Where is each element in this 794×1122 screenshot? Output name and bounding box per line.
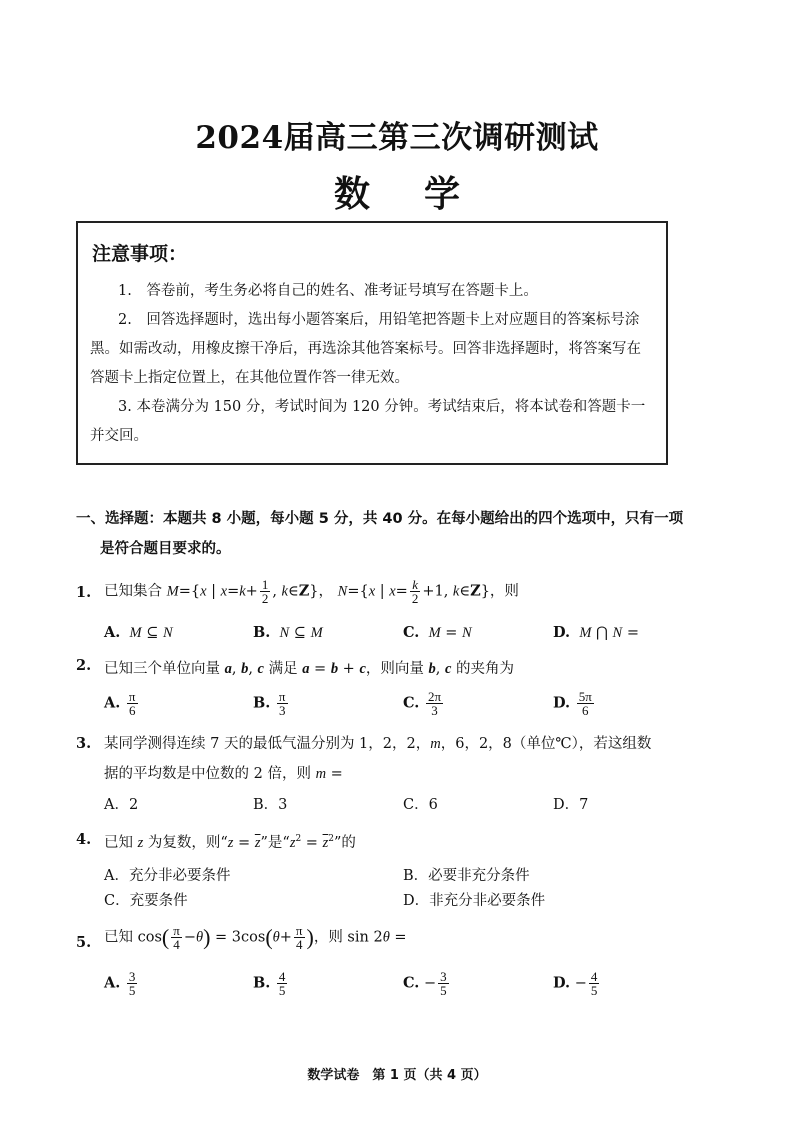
notice-item-2: 2. 回答选择题时，选出每小题答案后，用铅笔把答题卡上对应题目的答案标号涂 黑。如需改动，用橡皮擦干净后，再选涂其他答案标号。回答非选择题时，将答案写在 答题卡上指定位置上，在其他位置作答一律无效。 xyxy=(90,312,641,386)
question-number: 2. xyxy=(76,657,92,674)
question-text: 已知三个单位向量 a, b, c 满足 a = b + c，则向量 b, c 的夹角为 xyxy=(104,661,515,677)
question-text: 已知 cos( $\frac{\pi}{4}$ −θ) = 3cos(θ+ $\frac{\pi}{4}$ )，则 sin 2θ = xyxy=(104,923,407,952)
option-c[interactable]: C．充要条件 xyxy=(104,893,188,909)
section-heading: 一、选择题：本题共 8 小题，每小题 5 分，共 40 分。在每小题给出的四个选项中，只有一项 是符合题目要求的。 xyxy=(76,511,684,557)
option-c[interactable]: C．6 xyxy=(403,797,438,813)
option-a[interactable]: A. $\frac{3}{5}$ xyxy=(104,969,136,998)
question-number: 3. xyxy=(76,735,92,752)
option-d[interactable]: D．非充分非必要条件 xyxy=(403,893,546,909)
option-a[interactable]: A．2 xyxy=(104,797,139,813)
subject-title: 数学 xyxy=(333,173,514,215)
question-text: 已知集合 M={x | x=k+ $\frac{1}{2}$ , k∈Z}， N={x | x= $\frac{k}{2}$ +1, k∈Z}，则 xyxy=(104,577,519,606)
option-d[interactable]: D. M ⋂ N = xyxy=(553,624,639,641)
option-b[interactable]: B. N ⊆ M xyxy=(253,624,323,641)
question-number: 4. xyxy=(76,831,92,848)
page-footer: 数学试卷 第 1 页（共 4 页） xyxy=(307,1068,487,1083)
option-b[interactable]: B. $\frac{\pi}{3}$ xyxy=(253,689,286,718)
notice-item-1: 1. 答卷前，考生务必将自己的姓名、准考证号填写在答题卡上。 xyxy=(118,283,538,299)
question-number: 5. xyxy=(76,934,92,951)
option-b[interactable]: B．必要非充分条件 xyxy=(403,868,530,884)
question-text: 已知 z 为复数，则“$z = \overline{z}$”是“$z^2 = \overline{z}^2$”的 xyxy=(104,834,356,851)
notice-item-3: 3. 本卷满分为 150 分，考试时间为 120 分钟。考试结束后，将本试卷和答题卡一 并交回。 xyxy=(90,399,646,444)
notice-heading: 注意事项： xyxy=(92,243,188,265)
page-title: 2024届高三第三次调研测试 xyxy=(195,120,599,156)
option-c[interactable]: C. $\frac{2\pi}{3}$ xyxy=(403,689,442,718)
question-number: 1. xyxy=(76,584,92,601)
option-b[interactable]: B. $\frac{4}{5}$ xyxy=(253,969,286,998)
option-c[interactable]: C. − $\frac{3}{5}$ xyxy=(403,969,447,998)
option-a[interactable]: A. M ⊆ N xyxy=(104,624,173,641)
notice-box xyxy=(76,221,668,465)
option-c[interactable]: C. M = N xyxy=(403,624,472,641)
option-a[interactable]: A. $\frac{\pi}{6}$ xyxy=(104,689,136,718)
option-d[interactable]: D．7 xyxy=(553,797,589,813)
option-d[interactable]: D. − $\frac{4}{5}$ xyxy=(553,969,598,998)
option-a[interactable]: A．充分非必要条件 xyxy=(104,868,231,884)
option-b[interactable]: B．3 xyxy=(253,797,288,813)
question-text: 某同学测得连续 7 天的最低气温分别为 1，2，2，m，6，2，8（单位℃），若这组数 据的平均数是中位数的 2 倍，则 m = xyxy=(104,736,652,782)
option-d[interactable]: D. $\frac{5\pi}{6}$ xyxy=(553,689,592,718)
